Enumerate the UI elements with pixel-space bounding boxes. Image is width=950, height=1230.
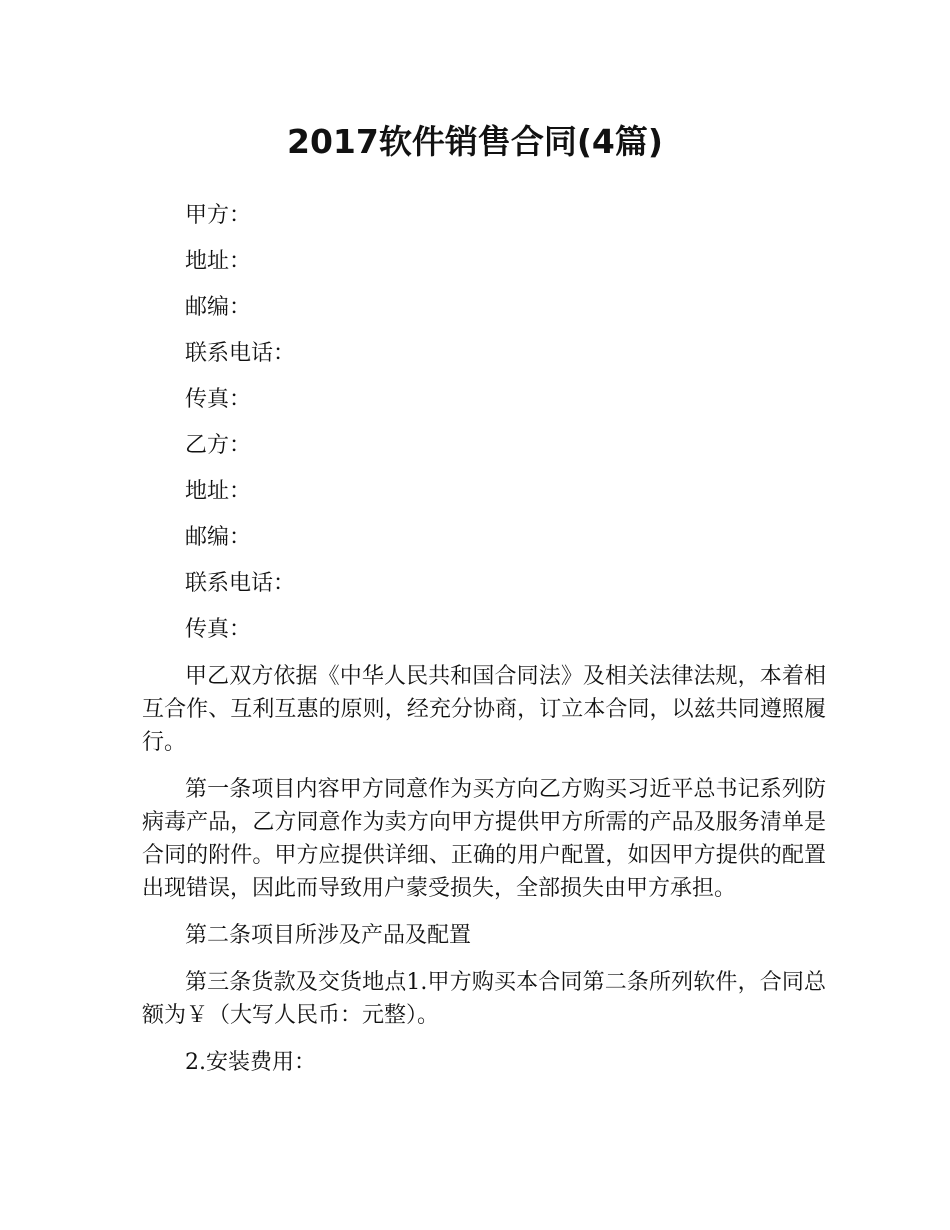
party-a-phone-label: 联系电话： — [185, 341, 296, 366]
article-3-paragraph: 第三条货款及交货地点1.甲方购买本合同第二条所列软件，合同总额为￥（大写人民币：元整）。 — [142, 970, 826, 1028]
party-b-label: 乙方： — [185, 433, 252, 458]
party-b-fax-label: 传真： — [185, 617, 252, 642]
document-body — [142, 200, 826, 1093]
party-b-phone-label: 联系电话： — [185, 571, 296, 596]
party-a-address-label: 地址： — [185, 249, 252, 274]
party-b-postcode-label: 邮编： — [185, 525, 252, 550]
installation-fee-paragraph: 2.安装费用： — [185, 1050, 316, 1075]
preamble-paragraph: 甲乙双方依据《中华人民共和国合同法》及相关法律法规，本着相互合作、互利互惠的原则，经充分协商，订立本合同，以兹共同遵照履行。 — [142, 664, 826, 755]
party-b-address-label: 地址： — [185, 479, 252, 504]
party-a-label: 甲方： — [185, 203, 252, 228]
article-1-paragraph: 第一条项目内容甲方同意作为买方向乙方购买习近平总书记系列防病毒产品，乙方同意作为卖方向甲方提供甲方所需的产品及服务清单是合同的附件。甲方应提供详细、正确的用户配置，如因甲方提供的配置出现错误，因此而导致用户蒙受损失，全部损失由甲方承担。 — [142, 777, 826, 901]
party-a-fax-label: 传真： — [185, 387, 252, 412]
party-a-postcode-label: 邮编： — [185, 295, 252, 320]
document-title: 2017软件销售合同(4篇) — [287, 122, 663, 161]
article-2-paragraph: 第二条项目所涉及产品及配置 — [185, 923, 472, 948]
